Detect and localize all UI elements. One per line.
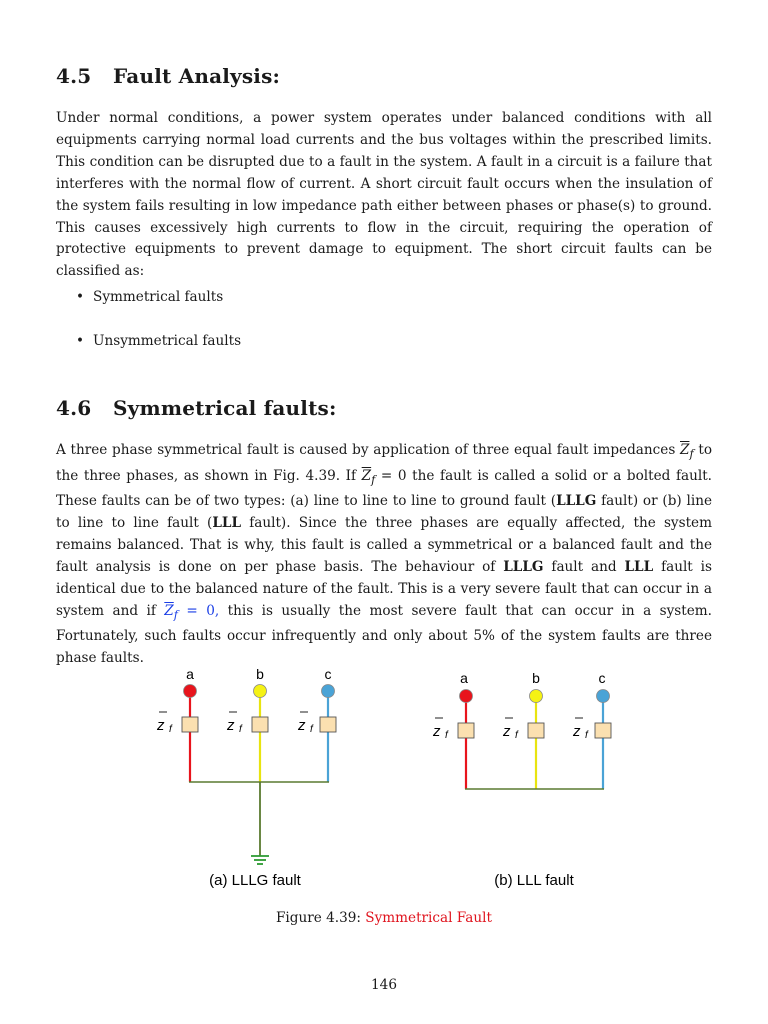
phase-a-node bbox=[184, 685, 197, 698]
caption-prefix: Figure 4.39: bbox=[276, 910, 366, 926]
page-number: 146 bbox=[371, 977, 397, 993]
phase-b-node bbox=[530, 690, 543, 703]
term-lllg: LLLG bbox=[503, 558, 544, 575]
impedance-z-label: z bbox=[298, 717, 306, 734]
impedance-box-c bbox=[320, 717, 336, 732]
impedance-box-b bbox=[528, 723, 544, 738]
text-run: fault). Since the three phases are equally affected, the system remains balanced. That is why, this fault is called a symmetrical or a balanced fault and the fault analysis is done on per phase basis. The behaviour of bbox=[56, 515, 712, 575]
subscript: f bbox=[689, 446, 694, 461]
phase-c-node bbox=[597, 690, 610, 703]
fault-impedance-symbol-highlight: $\overline{Z}$ bbox=[164, 602, 174, 619]
equation-highlight: = 0, bbox=[177, 602, 220, 619]
impedance-labels bbox=[156, 712, 314, 735]
figure-symmetrical-fault bbox=[150, 660, 620, 900]
impedance-box-b bbox=[252, 717, 268, 732]
fault-impedance-symbol: $\overline{Z}$ bbox=[680, 442, 690, 458]
impedance-z-label: z bbox=[503, 723, 511, 740]
phase-b-node bbox=[254, 685, 267, 698]
term-lll: LLL bbox=[212, 515, 242, 532]
text-run: fault) or (b) line to line to line fault ( bbox=[56, 493, 712, 532]
impedance-sub-label: f bbox=[585, 730, 588, 741]
section-title: Symmetrical faults: bbox=[113, 396, 337, 420]
text-run: fault is identical due to the balanced nature of the fault. This is a very severe fault that can occur in a system and if bbox=[56, 558, 712, 619]
phase-c-label: c bbox=[324, 666, 332, 682]
caption-title: Symmetrical Fault bbox=[365, 910, 492, 926]
figure-caption bbox=[0, 910, 768, 926]
phase-a-label: a bbox=[460, 670, 468, 686]
section-title: Fault Analysis: bbox=[113, 64, 281, 88]
section-number: 4.6 bbox=[56, 396, 92, 420]
phase-c-label: c bbox=[598, 670, 606, 686]
symmetrical-faults-paragraph bbox=[56, 440, 712, 670]
subscript: f bbox=[371, 472, 376, 487]
list-item: • Symmetrical faults bbox=[76, 287, 241, 331]
list-item: • Unsymmetrical faults bbox=[76, 331, 241, 375]
text-run: fault and bbox=[543, 558, 625, 575]
term-lll: LLL bbox=[624, 558, 654, 575]
phase-a-node bbox=[460, 690, 473, 703]
impedance-box-a bbox=[458, 723, 474, 738]
fault-analysis-paragraph: Under normal conditions, a power system operates under balanced conditions with all equipments carrying normal load currents and the bus voltages within the prescribed limits. This condition can be disrupted due to a fault in the system. A fault in a circuit is a failure that interferes with the normal flow of current. A short circuit fault occurs when the insulation of the system fails resulting in low impedance path either between phases or phase(s) to ground. This causes excessively high currents to flow in the circuit, requiring the operation of protective equipments to prevent damage to equipment. The short circuit faults can be classified as: bbox=[56, 110, 712, 280]
term-lllg: LLLG bbox=[556, 493, 597, 510]
phase-b-label: b bbox=[256, 666, 264, 682]
lll-fault-diagram bbox=[432, 670, 611, 889]
impedance-sub-label: f bbox=[169, 724, 172, 735]
impedance-sub-label: f bbox=[515, 730, 518, 741]
impedance-labels bbox=[432, 718, 589, 741]
impedance-z-label: z bbox=[227, 717, 235, 734]
section-heading-4-6 bbox=[56, 396, 337, 420]
text-run: this is usually the most severe fault that can occur in a system. Fortunately, such faults occur infrequently and only about 5% of the system faults are three phase faults. bbox=[56, 602, 712, 667]
impedance-box-a bbox=[182, 717, 198, 732]
lllg-fault-label: (a) LLLG fault bbox=[209, 872, 301, 889]
phase-c-node bbox=[322, 685, 335, 698]
text-run: A three phase symmetrical fault is caused by application of three equal fault impedances bbox=[56, 442, 680, 458]
subscript: f bbox=[173, 607, 178, 622]
fault-classification-list bbox=[76, 287, 241, 375]
impedance-sub-label: f bbox=[239, 724, 242, 735]
section-number: 4.5 bbox=[56, 64, 92, 88]
impedance-z-label: z bbox=[433, 723, 441, 740]
impedance-box-c bbox=[595, 723, 611, 738]
impedance-z-label: z bbox=[157, 717, 165, 734]
text-run: to the three phases, as shown in Fig. 4.39. If bbox=[56, 442, 713, 484]
lll-fault-label: (b) LLL fault bbox=[494, 872, 574, 889]
section-heading-4-5 bbox=[56, 64, 280, 88]
text-run: = 0 the fault is called a solid or a bolted fault. These faults can be of two types: (a) line to line to line to ground fault ( bbox=[56, 467, 712, 510]
lllg-fault-diagram bbox=[156, 666, 336, 889]
impedance-sub-label: f bbox=[445, 730, 448, 741]
fault-impedance-symbol: $\overline{Z}$ bbox=[361, 467, 372, 484]
impedance-sub-label: f bbox=[310, 724, 313, 735]
fault-diagram bbox=[150, 660, 620, 900]
phase-a-label: a bbox=[186, 666, 194, 682]
impedance-z-label: z bbox=[573, 723, 581, 740]
phase-b-label: b bbox=[532, 670, 540, 686]
